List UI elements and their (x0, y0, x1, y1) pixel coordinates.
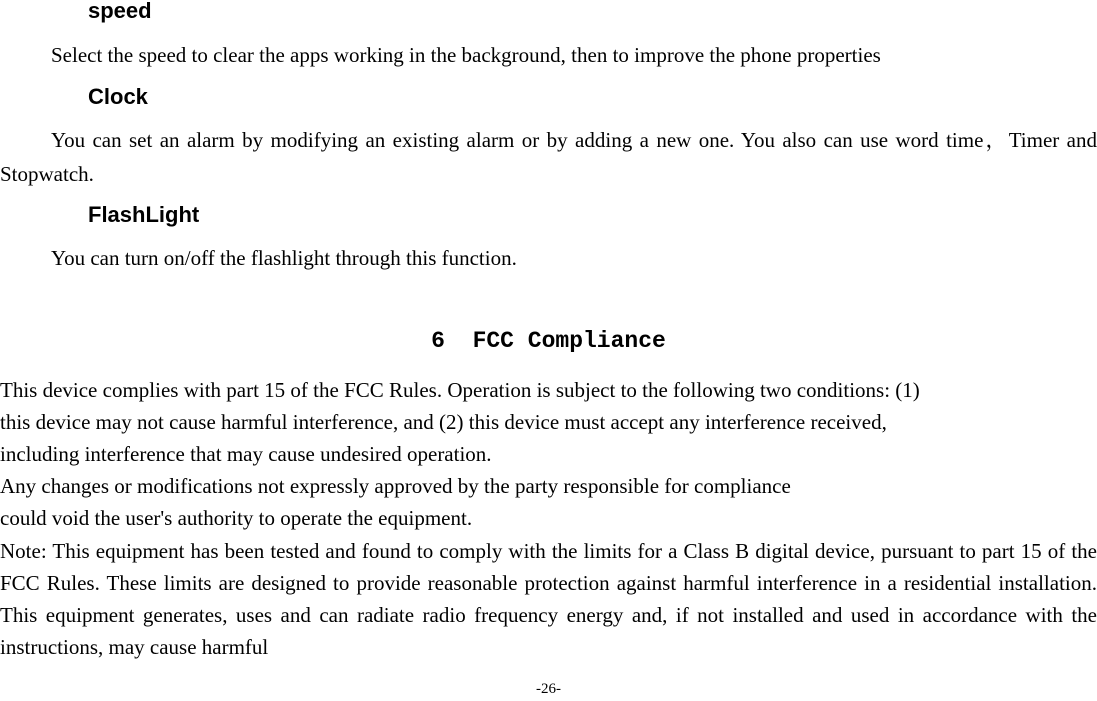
fcc-section-title: 6 FCC Compliance (431, 328, 666, 354)
fcc-line: could void the user's authority to operate the equipment. (0, 506, 473, 530)
speed-heading: speed (88, 0, 152, 23)
fcc-note: Note: This equipment has been tested and found to comply with the limits for a Class B digital device, pursuant to part 15 of the FCC Rules. These limits are designed to provide reasonable protection against harmful interference in a residential installation. This equipment generates, uses and can radiate radio frequency energy and, if not installed and used in accordance with the instructions, may cause harmful (0, 539, 1097, 659)
flashlight-description: You can turn on/off the flashlight through this function. (51, 246, 517, 270)
fcc-line: This device complies with part 15 of the FCC Rules. Operation is subject to the following two conditions: (1) (0, 378, 920, 402)
clock-heading: Clock (88, 84, 148, 109)
fcc-line: including interference that may cause undesired operation. (0, 442, 492, 466)
fcc-line: Any changes or modifications not expressly approved by the party responsible for compliance (0, 474, 791, 498)
clock-description: You can set an alarm by modifying an existing alarm or by adding a new one. You also can use word time，Timer and Stopwatch. (0, 128, 1097, 186)
speed-description: Select the speed to clear the apps working in the background, then to improve the phone properties (51, 43, 881, 67)
fcc-statement (0, 374, 1097, 534)
flashlight-heading: FlashLight (88, 202, 200, 227)
page-number: -26- (536, 681, 561, 697)
fcc-line: this device may not cause harmful interference, and (2) this device must accept any interference received, (0, 410, 887, 434)
